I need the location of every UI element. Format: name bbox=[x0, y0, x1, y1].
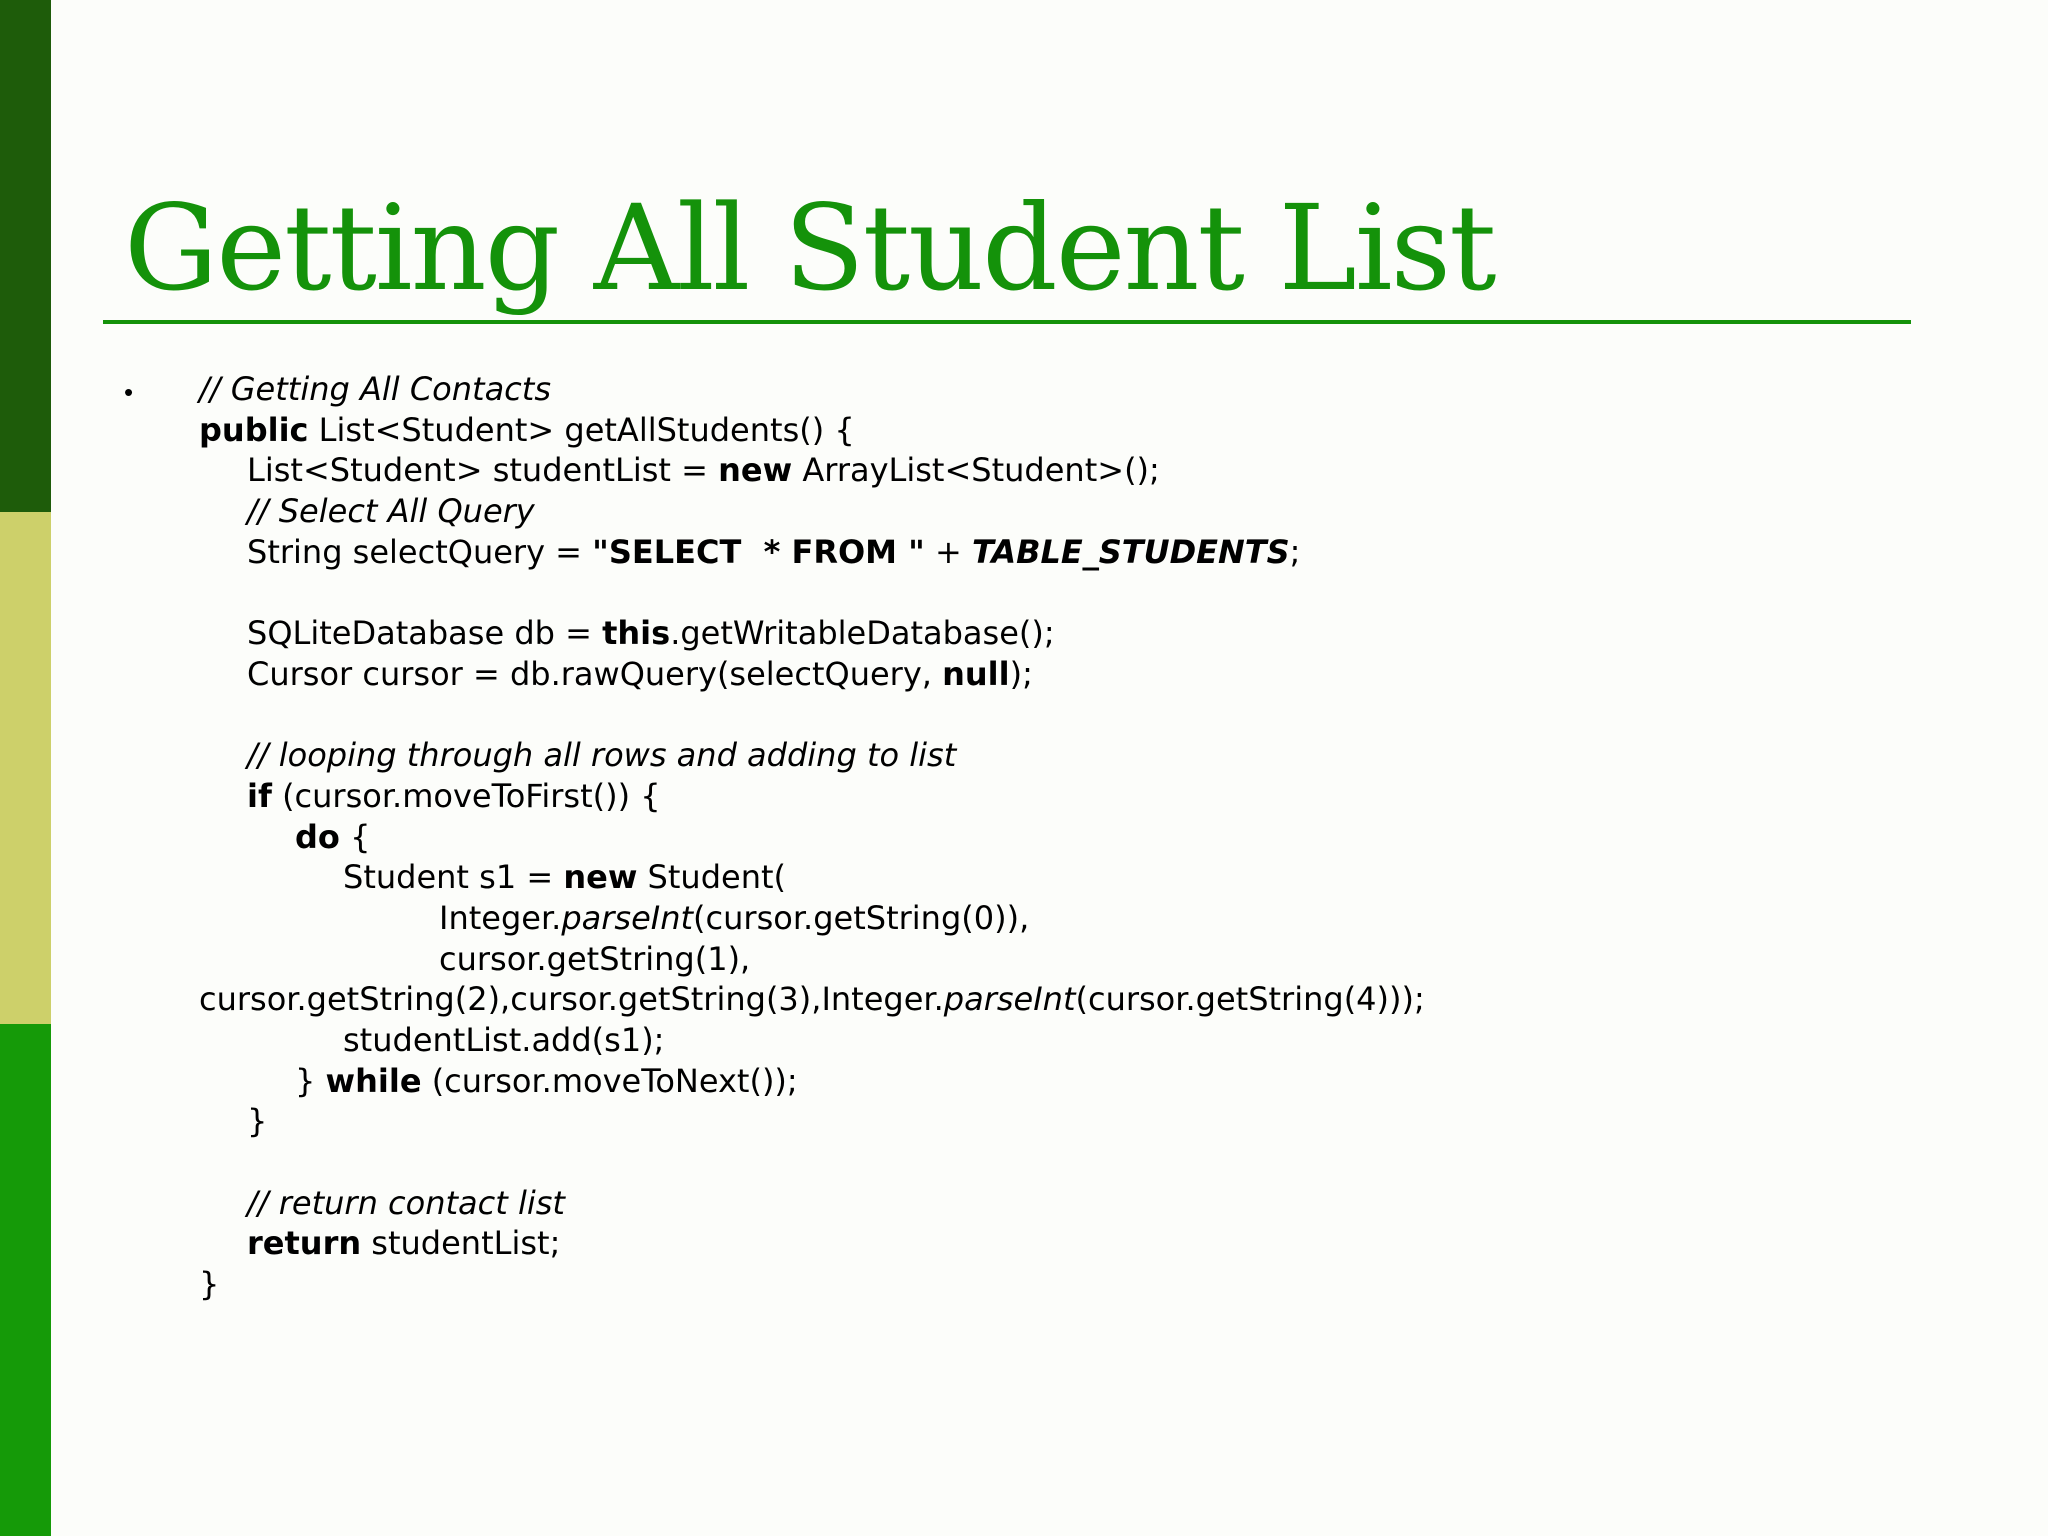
code-text: ArrayList<Student>(); bbox=[792, 451, 1160, 490]
code-line bbox=[199, 1264, 1899, 1305]
code-line bbox=[199, 776, 1899, 817]
code-text: ; bbox=[1289, 532, 1301, 571]
code-keyword: null bbox=[942, 654, 1010, 693]
code-text: (cursor.getString(0)), bbox=[693, 898, 1030, 937]
sidebar-stripe-middle bbox=[0, 512, 51, 1024]
code-text: studentList.add(s1); bbox=[343, 1021, 665, 1059]
code-string: "SELECT * FROM " bbox=[592, 532, 925, 571]
code-line bbox=[199, 410, 1899, 451]
code-line bbox=[199, 1101, 1899, 1142]
code-text: SQLiteDatabase db = bbox=[247, 614, 603, 653]
code-comment: // looping through all rows and adding to list bbox=[247, 736, 957, 775]
code-line bbox=[199, 654, 1899, 695]
code-line bbox=[199, 1061, 1899, 1102]
bullet-marker: • bbox=[124, 377, 134, 407]
sidebar-stripe-top bbox=[0, 0, 51, 512]
code-line bbox=[199, 1183, 1899, 1224]
code-keyword: this bbox=[602, 614, 671, 653]
code-text: } bbox=[199, 1265, 220, 1304]
code-keyword: return bbox=[247, 1224, 362, 1263]
code-keyword: new bbox=[718, 451, 793, 490]
code-keyword: public bbox=[199, 410, 309, 449]
code-constant: TABLE_STUDENTS bbox=[971, 532, 1290, 571]
code-keyword: while bbox=[325, 1061, 422, 1100]
code-text: (cursor.getString(4))); bbox=[1075, 980, 1425, 1019]
code-text: cursor.getString(2),cursor.getString(3),Integer. bbox=[199, 980, 944, 1019]
code-blank-line bbox=[199, 572, 1899, 613]
code-text: Cursor cursor = db.rawQuery(selectQuery, bbox=[247, 654, 943, 693]
code-text: ); bbox=[1009, 654, 1033, 693]
code-text: studentList; bbox=[361, 1224, 561, 1263]
code-static-method: parseInt bbox=[561, 898, 694, 937]
code-line bbox=[199, 491, 1899, 532]
code-line bbox=[199, 1020, 1899, 1061]
code-line bbox=[199, 857, 1899, 898]
code-line bbox=[199, 817, 1899, 858]
code-line bbox=[199, 735, 1899, 776]
code-text: List<Student> studentList = bbox=[247, 451, 719, 490]
code-text: .getWritableDatabase(); bbox=[670, 614, 1055, 653]
code-keyword: if bbox=[247, 776, 272, 815]
code-text: (cursor.moveToNext()); bbox=[421, 1061, 798, 1100]
code-line bbox=[199, 369, 1899, 410]
code-text: + bbox=[924, 532, 972, 571]
code-line bbox=[199, 898, 1899, 939]
code-comment: // Getting All Contacts bbox=[199, 370, 551, 408]
code-text: { bbox=[339, 817, 371, 856]
code-line bbox=[199, 450, 1899, 491]
code-comment: // Select All Query bbox=[247, 492, 535, 531]
code-text: } bbox=[295, 1061, 326, 1100]
sidebar-stripe-bottom bbox=[0, 1024, 51, 1536]
slide-title: Getting All Student List bbox=[124, 179, 1495, 317]
code-text: List<Student> getAllStudents() { bbox=[308, 410, 855, 449]
code-text: String selectQuery = bbox=[247, 532, 593, 571]
code-blank-line bbox=[199, 1142, 1899, 1183]
code-keyword: new bbox=[563, 858, 638, 897]
code-text: Student s1 = bbox=[343, 858, 564, 897]
code-line bbox=[199, 532, 1899, 573]
code-line bbox=[199, 939, 1899, 980]
code-comment: // return contact list bbox=[247, 1183, 565, 1222]
code-keyword: do bbox=[295, 817, 340, 856]
code-text: cursor.getString(1), bbox=[439, 939, 751, 978]
code-text: } bbox=[247, 1102, 268, 1141]
title-underline bbox=[103, 320, 1911, 324]
code-blank-line bbox=[199, 695, 1899, 736]
code-static-method: parseInt bbox=[943, 980, 1076, 1019]
code-line bbox=[199, 979, 1899, 1020]
code-line bbox=[199, 613, 1899, 654]
code-line bbox=[199, 1223, 1899, 1264]
code-text: Integer. bbox=[439, 898, 562, 937]
code-text: (cursor.moveToFirst()) { bbox=[271, 776, 661, 815]
code-text: Student( bbox=[637, 858, 786, 897]
code-block bbox=[199, 369, 1899, 1305]
